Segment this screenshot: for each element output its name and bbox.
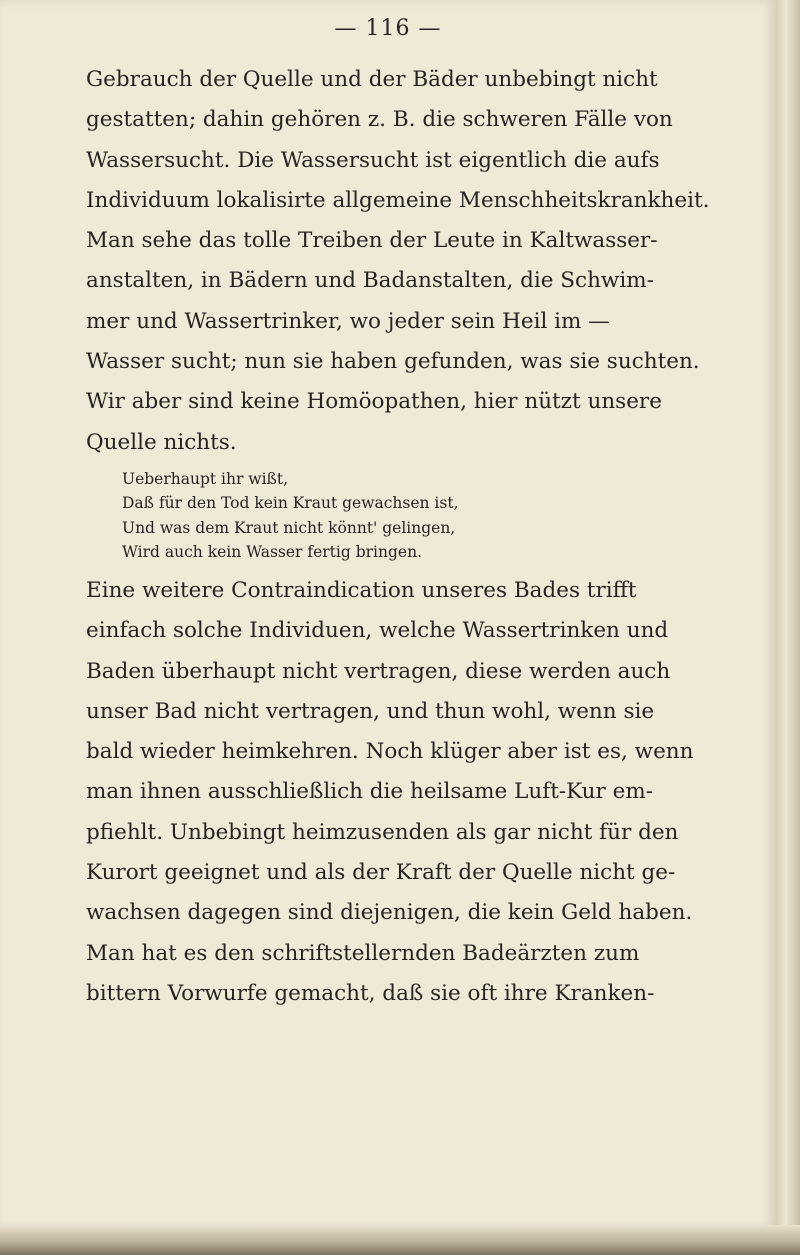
- text-line: pfiehlt. Unbebingt heimzusenden als gar nicht für den: [86, 819, 679, 845]
- text-line: Wasser sucht; nun sie haben gefunden, was sie suchten.: [86, 349, 700, 375]
- verse-line: Und was dem Kraut nicht könnt' gelingen,: [122, 518, 456, 537]
- paragraph-2: [86, 571, 746, 1014]
- text-line: Man hat es den schriftstellernden Badeärzten zum: [86, 940, 640, 966]
- text-line: mer und Wassertrinker, wo jeder sein Heil im —: [86, 308, 610, 334]
- text-line: Gebrauch der Quelle und der Bäder unbebingt nicht: [86, 67, 658, 92]
- page-edge-bottom: [0, 1225, 800, 1255]
- text-line: man ihnen ausschließlich die heilsame Luft-Kur em-: [86, 779, 654, 805]
- text-line: Kurort geeignet und als der Kraft der Quelle nicht ge-: [86, 860, 676, 886]
- text-line: Wir aber sind keine Homöopathen, hier nützt unsere: [86, 389, 662, 415]
- text-line: Man sehe das tolle Treiben der Leute in Kaltwasser-: [86, 228, 658, 254]
- text-line: Eine weitere Contraindication unseres Bades trifft: [86, 577, 637, 603]
- text-line: Baden überhaupt nicht vertragen, diese werden auch: [86, 658, 671, 684]
- text-line: Individuum lokalisirte allgemeine Menschheitskrankheit.: [86, 187, 710, 213]
- verse-block: [86, 467, 746, 565]
- page-number-header: — 116 —: [334, 16, 442, 41]
- text-line: wachsen dagegen sind diejenigen, die kein Geld haben.: [86, 900, 693, 926]
- verse-line: Wird auch kein Wasser fertig bringen.: [122, 543, 422, 562]
- text-line: einfach solche Individuen, welche Wassertrinken und: [86, 618, 669, 644]
- page-edge-right: [776, 0, 800, 1255]
- verse-line: Daß für den Tod kein Kraut gewachsen ist,: [122, 494, 459, 513]
- text-line: gestatten; dahin gehören z. B. die schweren Fälle von: [86, 107, 673, 133]
- verse-line: Ueberhaupt ihr wißt,: [122, 469, 289, 488]
- text-line: anstalten, in Bädern und Badanstalten, die Schwim-: [86, 268, 654, 294]
- text-line: bald wieder heimkehren. Noch klüger aber ist es, wenn: [86, 739, 694, 765]
- text-line: Wassersucht. Die Wassersucht ist eigentlich die aufs: [86, 147, 660, 173]
- body-text: [86, 60, 746, 1014]
- text-line: Quelle nichts.: [86, 429, 237, 455]
- paragraph-1: [86, 60, 746, 463]
- text-line: unser Bad nicht vertragen, und thun wohl, wenn sie: [86, 698, 655, 724]
- text-line: bittern Vorwurfe gemacht, daß sie oft ihre Kranken-: [86, 980, 655, 1006]
